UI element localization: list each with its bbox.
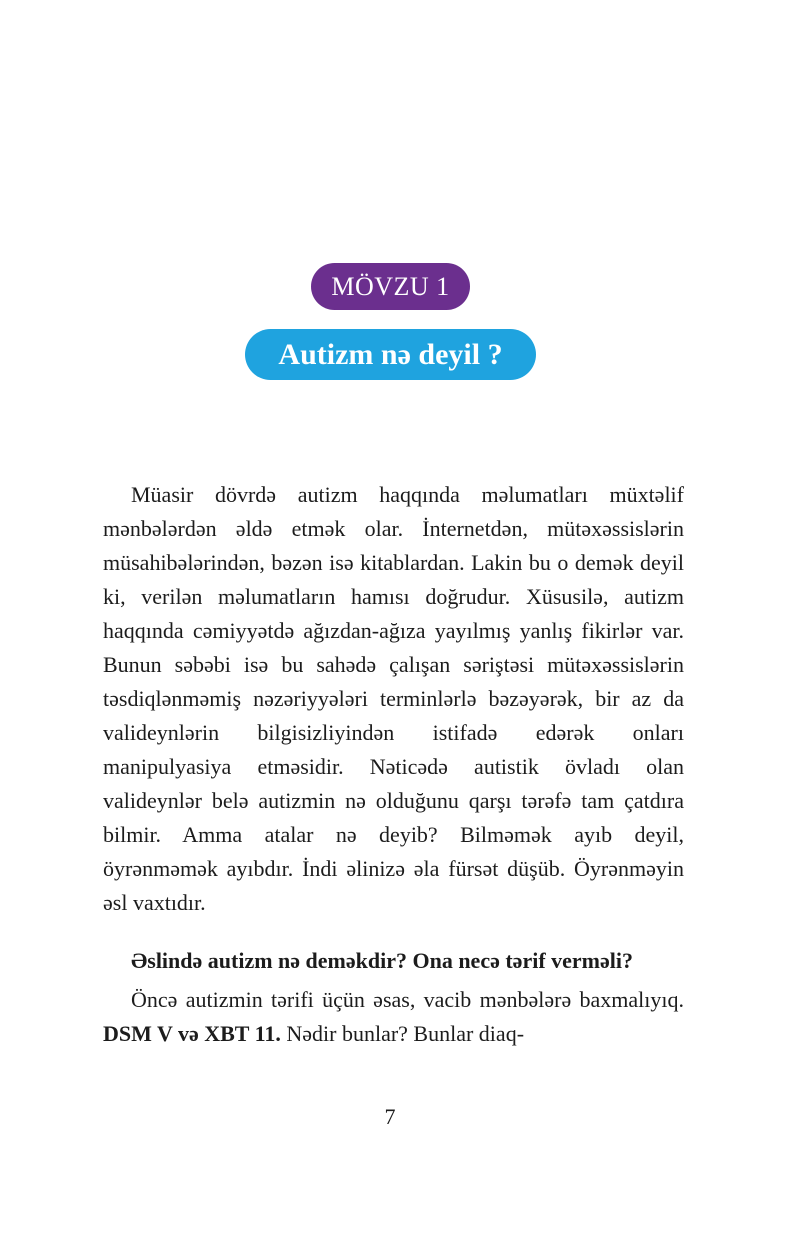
section-question-heading: Əslində autizm nə deməkdir? Ona necə tərif verməli? [131, 948, 633, 973]
topic-badge: MÖVZU 1 [311, 263, 470, 310]
body-text-block [103, 478, 684, 920]
paragraph-definition-bold-sources: DSM V və XBT 11. [103, 1021, 281, 1046]
paragraph-definition-end: Nədir bunlar? Bunlar diaq- [280, 1021, 525, 1046]
chapter-title: Autizm nə deyil ? [245, 329, 536, 380]
paragraph-intro: Müasir dövrdə autizm haqqında məlumatları müxtəlif mənbələrdən əldə etmək olar. İnternetdən, mütəxəssislərin müsahibələrindən, bəzən isə kitablardan. Lakin bu o demək deyil ki, verilən məlumatların hamısı doğrudur. Xüsusilə, autizm haqqında cəmiyyətdə ağızdan-ağıza yayılmış yanlış fikirlər var. Bunun səbəbi isə bu sahədə çalışan səriştəsi mütəxəssislərin təsdiqlənməmiş nəzəriyyələri terminlərlə bəzəyərək, bir az da valideynlərin bilgisizliyindən istifadə edərək onları manipulyasiya etməsidir. Nəticədə autistik övladı olan valideynlər belə autizmin nə olduğunu qarşı tərəfə tam çatdıra bilmir. Amma atalar nə deyib? Bilməmək ayıb deyil, öyrənməmək ayıbdır. İndi əlinizə əla fürsət düşüb. Öyrənməyin əsl vaxtıdır. [103, 482, 684, 915]
paragraph-definition-start: Öncə autizmin tərifi üçün əsas, vacib mənbələrə baxmalıyıq. [131, 987, 684, 1012]
page-number: 7 [384, 1104, 396, 1129]
paragraph-definition [103, 983, 684, 1051]
